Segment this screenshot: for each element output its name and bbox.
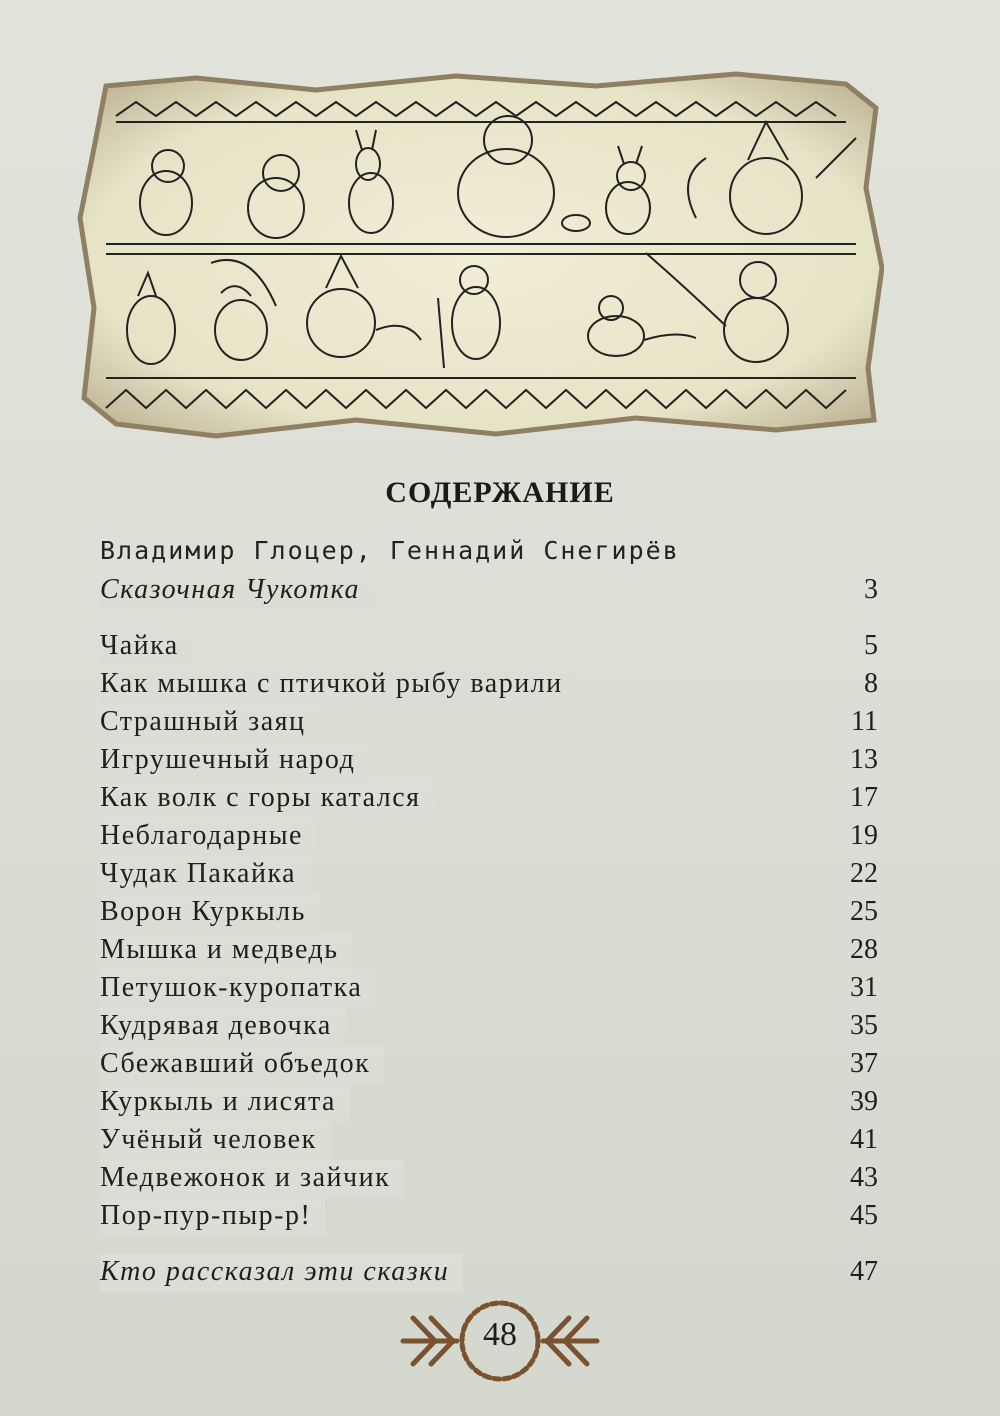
dot-leader	[100, 650, 808, 656]
toc-entry-page: 8	[864, 668, 878, 699]
toc-entry[interactable]	[100, 742, 878, 780]
toc-entry-page: 43	[850, 1162, 878, 1193]
toc-entry-title: Сказочная Чукотка	[100, 574, 361, 605]
toc-entry-title: Неблагодарные	[100, 820, 303, 851]
toc-entry-title: Куркыль и лисята	[100, 1086, 336, 1117]
toc-entry[interactable]	[100, 818, 878, 856]
toc-entry-title: Кудрявая девочка	[100, 1010, 332, 1041]
toc-entry-title: Медвежонок и зайчик	[100, 1162, 391, 1193]
toc-entry-page: 28	[850, 934, 878, 965]
toc-entry-title: Страшный заяц	[100, 706, 306, 737]
toc-entry[interactable]	[100, 572, 878, 610]
toc-entry-title: Сбежавший объедок	[100, 1048, 371, 1079]
page-number: 48	[483, 1316, 517, 1353]
toc-entry[interactable]	[100, 970, 878, 1008]
toc-entry-title: Как волк с горы катался	[100, 782, 421, 813]
toc-entry-page: 11	[851, 706, 878, 737]
toc-entry-title: Чудак Пакайка	[100, 858, 297, 889]
toc-entry[interactable]	[100, 1084, 878, 1122]
chukchi-tale-illustration	[76, 68, 884, 440]
toc-entry[interactable]	[100, 1160, 878, 1198]
toc-entry[interactable]	[100, 1046, 878, 1084]
toc-entry-page: 39	[850, 1086, 878, 1117]
toc-entry-page: 17	[850, 782, 878, 813]
toc-entry[interactable]	[100, 704, 878, 742]
toc-entry-title: Кто рассказал эти сказки	[100, 1256, 450, 1287]
toc-entry[interactable]	[100, 894, 878, 932]
contents-heading: СОДЕРЖАНИЕ	[385, 476, 615, 509]
toc-entry[interactable]	[100, 856, 878, 894]
toc-entry-page: 3	[864, 574, 878, 605]
toc-entry-page: 47	[850, 1256, 878, 1287]
authors-line: Владимир Глоцер, Геннадий Снегирёв	[100, 536, 680, 565]
toc-entry-title: Мышка и медведь	[100, 934, 339, 965]
toc-entry-title: Ворон Куркыль	[100, 896, 306, 927]
toc-entry-title: Петушок-куропатка	[100, 972, 363, 1003]
toc-entry[interactable]	[100, 628, 878, 666]
toc-entry[interactable]	[100, 1198, 878, 1236]
toc-entry[interactable]	[100, 1008, 878, 1046]
toc-entry-page: 35	[850, 1010, 878, 1041]
toc-entry-page: 13	[850, 744, 878, 775]
toc-entry-title: Чайка	[100, 630, 179, 661]
toc-entry-page: 25	[850, 896, 878, 927]
toc-entry[interactable]	[100, 1254, 878, 1292]
toc-entry-page: 5	[864, 630, 878, 661]
toc-entry-title: Как мышка с птичкой рыбу варили	[100, 668, 563, 699]
toc-entry-page: 37	[850, 1048, 878, 1079]
toc-entry[interactable]	[100, 1122, 878, 1160]
toc-entry-title: Пор-пур-пыр-р!	[100, 1200, 312, 1231]
toc-entry-title: Учёный человек	[100, 1124, 317, 1155]
toc-entry-page: 19	[850, 820, 878, 851]
toc-entry[interactable]	[100, 780, 878, 818]
toc-entry-page: 45	[850, 1200, 878, 1231]
illustration-drawing	[76, 68, 884, 440]
toc-entry-title: Игрушечный народ	[100, 744, 356, 775]
toc-entry-page: 41	[850, 1124, 878, 1155]
toc-entry-page: 22	[850, 858, 878, 889]
toc-entry-page: 31	[850, 972, 878, 1003]
toc-entry[interactable]	[100, 666, 878, 704]
toc-entry[interactable]	[100, 932, 878, 970]
